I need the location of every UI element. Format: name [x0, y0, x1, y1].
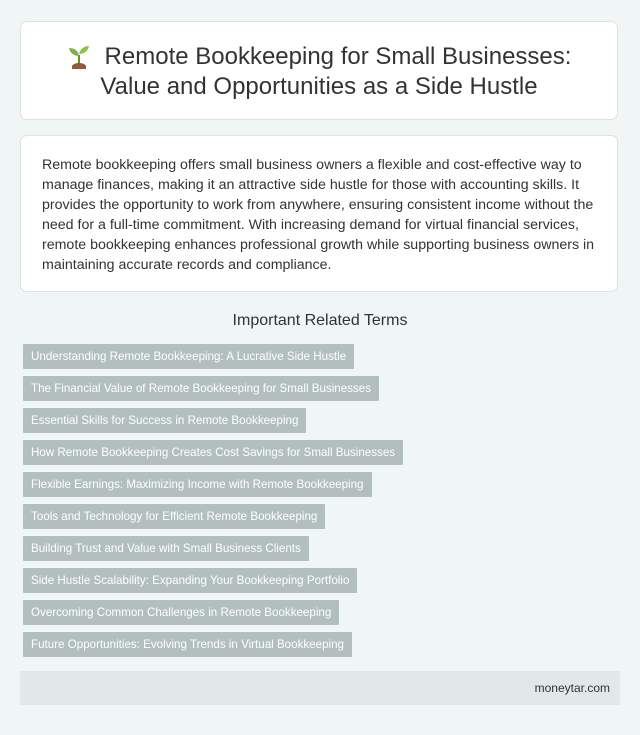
term-tag[interactable]: How Remote Bookkeeping Creates Cost Savings for Small Businesses — [23, 440, 403, 465]
term-tag[interactable]: Building Trust and Value with Small Business Clients — [23, 536, 309, 561]
term-tag[interactable]: Understanding Remote Bookkeeping: A Lucrative Side Hustle — [23, 344, 354, 369]
term-tag[interactable]: Future Opportunities: Evolving Trends in Virtual Bookkeeping — [23, 632, 352, 657]
summary-card — [20, 135, 618, 292]
related-terms-list — [23, 344, 403, 664]
footer-site-link[interactable]: moneytar.com — [534, 681, 610, 695]
page-title-line-1: Remote Bookkeeping for Small Businesses: — [104, 43, 572, 70]
page-title — [21, 42, 617, 102]
sprout-icon — [67, 42, 91, 72]
title-card — [20, 21, 618, 120]
term-tag[interactable]: Essential Skills for Success in Remote Bookkeeping — [23, 408, 306, 433]
page-title-line-2: Value and Opportunities as a Side Hustle — [100, 73, 538, 100]
term-tag[interactable]: Overcoming Common Challenges in Remote Bookkeeping — [23, 600, 339, 625]
footer — [20, 671, 620, 705]
term-tag[interactable]: Flexible Earnings: Maximizing Income with Remote Bookkeeping — [23, 472, 372, 497]
related-terms-heading: Important Related Terms — [232, 312, 408, 329]
term-tag[interactable]: Side Hustle Scalability: Expanding Your Bookkeeping Portfolio — [23, 568, 357, 593]
term-tag[interactable]: Tools and Technology for Efficient Remote Bookkeeping — [23, 504, 325, 529]
summary-text: Remote bookkeeping offers small business owners a flexible and cost-effective way to manage finances, making it an attractive side hustle for those with accounting skills. It provides the opportunity to work from anywhere, ensuring consistent income without the need for a full-time commitment. With increasing demand for virtual financial services, remote bookkeeping enhances professional growth while supporting business owners in maintaining accurate records and compliance. — [42, 157, 595, 273]
term-tag[interactable]: The Financial Value of Remote Bookkeeping for Small Businesses — [23, 376, 379, 401]
